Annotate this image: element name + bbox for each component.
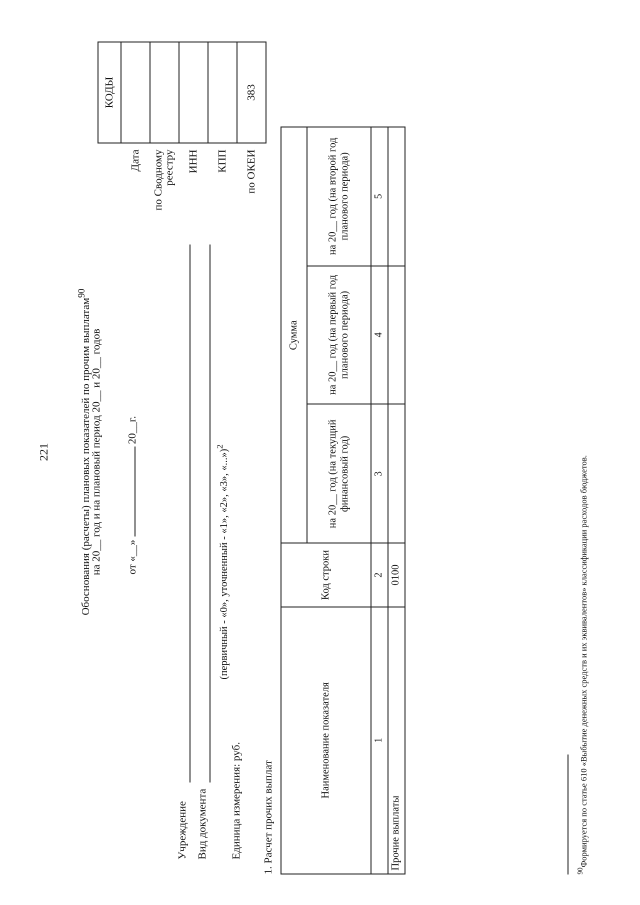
row-name: Прочие выплаты	[388, 607, 405, 874]
codes-label-inn: ИНН	[187, 149, 199, 174]
institution-line[interactable]	[190, 245, 191, 783]
codes-header: КОДЫ	[98, 42, 121, 143]
footnote-text: Формируется по статье 610 «Выбытие денежных средств и их эквивалентов» классификации расходов бюджетов.	[578, 455, 589, 868]
column-number-3: 3	[371, 404, 388, 543]
codes-value-kpp[interactable]	[208, 42, 237, 143]
date-line	[127, 416, 139, 574]
doc-type-hint-text: (первичный - «0», уточненный - «1», «2», «3», «...»)	[219, 448, 230, 680]
codes-value-okei: 383	[237, 42, 266, 143]
table-row	[388, 127, 405, 874]
codes-value-date[interactable]	[121, 42, 150, 143]
header-second-plan-year: на 20__ год (на второй год планового периода)	[307, 127, 371, 266]
doc-type-line[interactable]	[210, 245, 211, 783]
header-first-plan-year: на 20__ год (на первый год планового периода)	[307, 266, 371, 405]
header-indicator-name: Наименование показателя	[281, 607, 371, 874]
date-year: 20__г.	[126, 416, 139, 445]
row-value-first-plan-year[interactable]	[388, 266, 405, 405]
column-number-5: 5	[371, 127, 388, 266]
form-title-footnote-ref: 90	[76, 288, 87, 298]
section-title: 1. Расчет прочих выплат	[262, 760, 275, 875]
codes-label-registry: по Сводному реестру	[152, 149, 176, 211]
row-value-current-year[interactable]	[388, 404, 405, 543]
row-code: 0100	[388, 543, 405, 606]
header-line-code: Код строки	[281, 543, 371, 606]
codes-label-okei: по ОКЕИ	[245, 149, 257, 194]
institution-label: Учреждение	[176, 801, 189, 860]
doc-type-label: Вид документа	[196, 788, 209, 860]
row-value-second-plan-year[interactable]	[388, 127, 405, 266]
column-number-4: 4	[371, 266, 388, 405]
date-month-line	[135, 447, 136, 537]
page-number: 221	[36, 443, 51, 461]
rotated-form	[1, 0, 640, 905]
codes-label-date: Дата	[129, 149, 141, 172]
codes-label-kpp: КПП	[216, 149, 228, 173]
codes-header-spacer	[98, 143, 121, 220]
footnote-separator	[568, 755, 569, 875]
payments-table	[281, 127, 406, 875]
codes-value-registry[interactable]	[150, 42, 179, 143]
footnote	[577, 455, 589, 874]
codes-table	[98, 42, 267, 220]
form-title-line2: на 20__ год и на плановый период 20__ и 20__ годов	[90, 328, 103, 576]
doc-type-hint-footnote-ref: 2	[214, 444, 225, 449]
column-number-1: 1	[371, 607, 388, 874]
column-number-2: 2	[371, 543, 388, 606]
unit-label: Единица измерения: руб.	[230, 742, 243, 860]
footnote-number: 90	[576, 867, 585, 875]
codes-value-inn[interactable]	[179, 42, 208, 143]
header-current-year: на 20__ год (на текущий финансовый год)	[307, 404, 371, 543]
doc-type-hint	[215, 444, 231, 679]
header-sum: Сумма	[281, 127, 307, 543]
date-prefix: от «__»	[126, 539, 139, 575]
form-title-text: Обоснования (расчеты) плановых показателей по прочим выплатам	[80, 297, 93, 616]
